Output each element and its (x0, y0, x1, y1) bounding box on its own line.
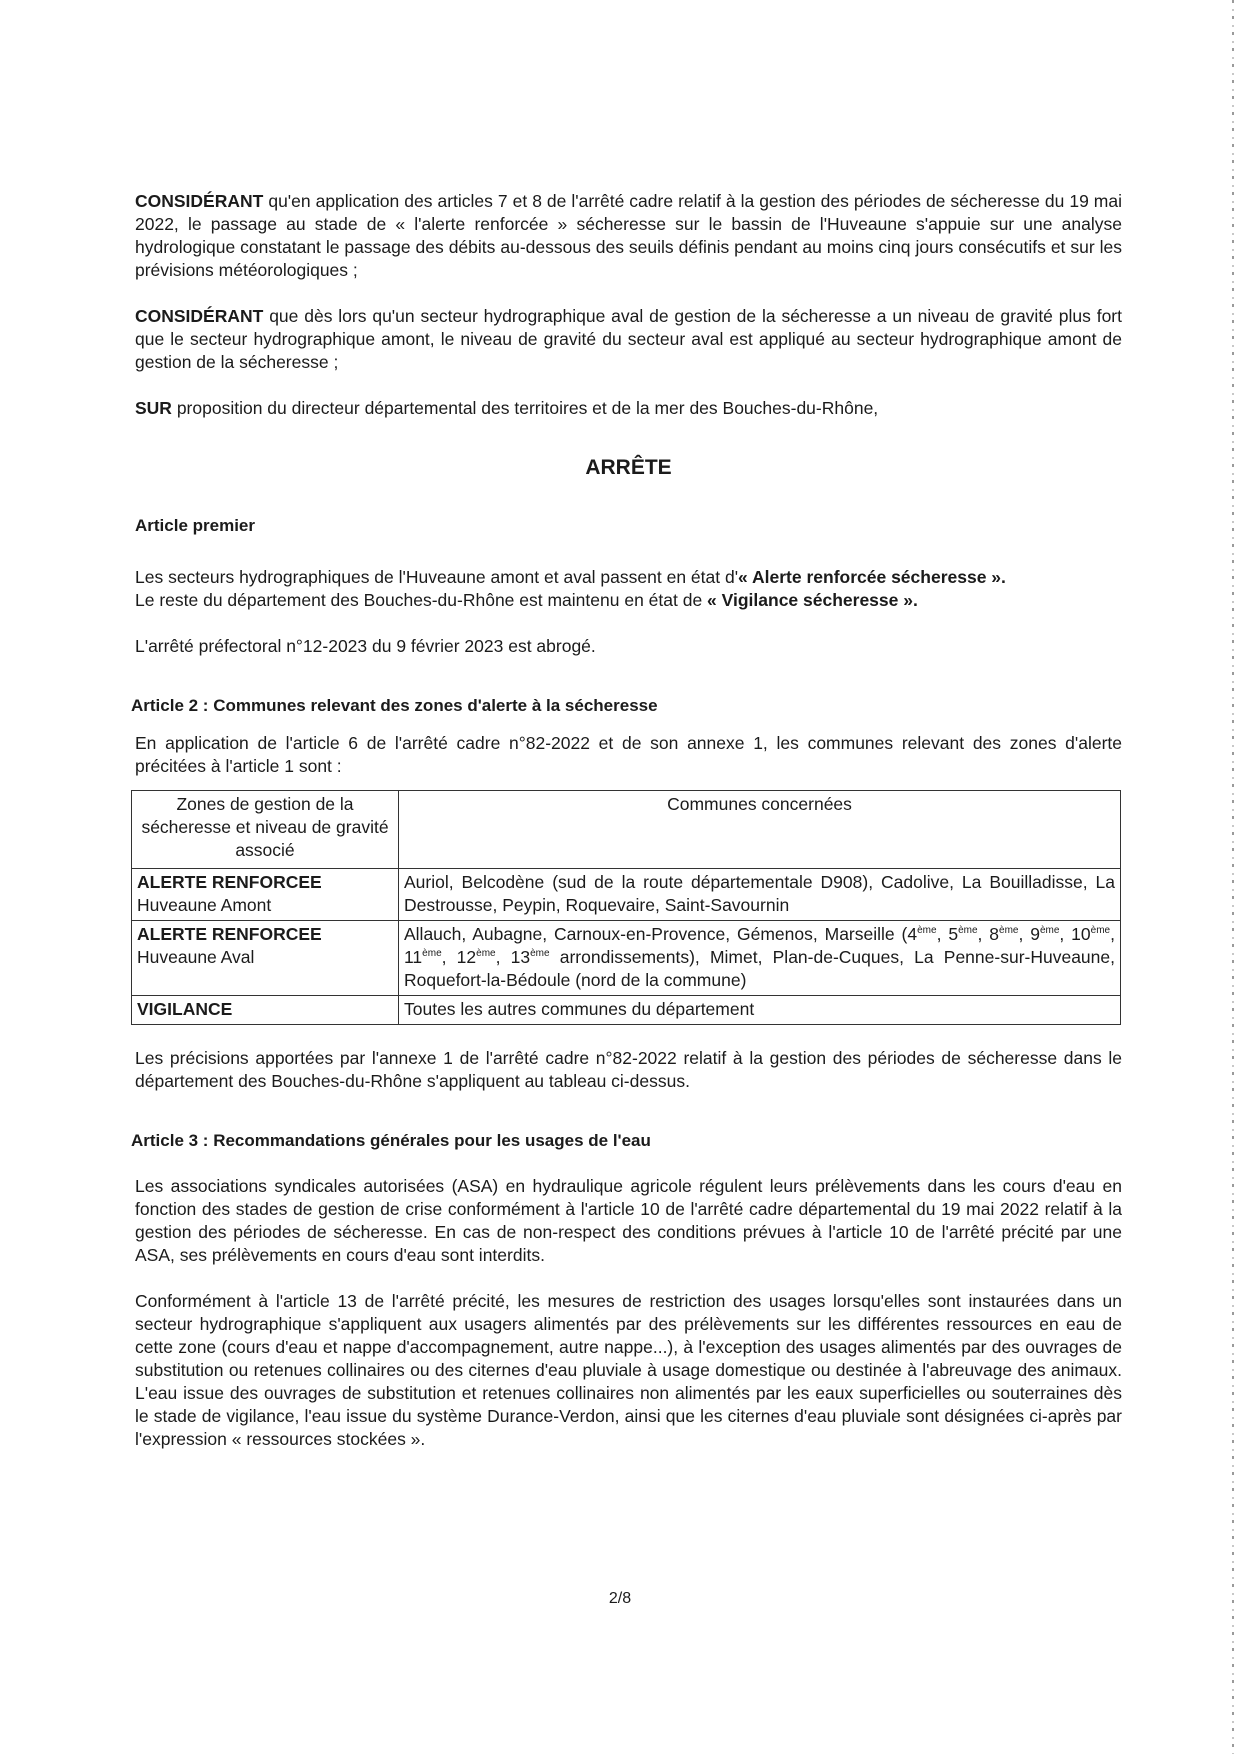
page-number: 2/8 (608, 1590, 632, 1607)
article-2-heading: Article 2 : Communes relevant des zones d'alerte à la sécheresse (131, 696, 658, 715)
ordinal-suffix: ème (958, 925, 978, 937)
ordinal-suffix: ème (422, 948, 442, 960)
considerant-paragraph-2 (135, 305, 1122, 374)
article-1-heading: Article premier (135, 516, 255, 535)
ordinal-suffix: ème (917, 925, 937, 937)
keyword: CONSIDÉRANT (135, 191, 264, 211)
communes-cell: Auriol, Belcodène (sud de la route départementale D908), Cadolive, La Bouilladisse, La Destrousse, Peypin, Roquevaire, Saint-Savournin (399, 869, 1121, 921)
zone-name: Huveaune Aval (137, 947, 255, 967)
ordinal-suffix: ème (530, 948, 550, 960)
article-1-abrogation: L'arrêté préfectoral n°12-2023 du 9 février 2023 est abrogé. (135, 636, 596, 656)
ordinal-suffix: ème (999, 925, 1019, 937)
zone-cell (132, 869, 399, 921)
table-row (132, 996, 1121, 1025)
article-3-paragraph-2: Conformément à l'article 13 de l'arrêté précité, les mesures de restriction des usages lorsqu'elles sont instaurées dans un secteur hydrographique s'appliquent aux usagers alimentés par des prélèvements sur les différentes ressources en eau de cette zone (cours d'eau et nappe d'accompagnement, autre nappe...), à l'exception des usages alimentés par des ouvrages de substitution ou retenues collinaires ou des citernes d'eau pluviale à usage domestique ou destinée à l'abreuvage des animaux. L'eau issue des ouvrages de substitution et retenues collinaires non alimentés par les eaux superficielles ou souterraines dès le stade de vigilance, l'eau issue du système Durance-Verdon, ainsi que les citernes d'eau pluviale sont désignées ci-après par l'expression « ressources stockées ». (135, 1291, 1122, 1449)
ordinal-suffix: ème (1090, 925, 1111, 937)
zone-cell (132, 921, 399, 996)
article-3-heading: Article 3 : Recommandations générales pour les usages de l'eau (131, 1131, 651, 1150)
text: , 12 (441, 947, 477, 967)
article-3-paragraph-1: Les associations syndicales autorisées (ASA) en hydraulique agricole régulent leurs prélèvements dans les cours d'eau en fonction des stades de gestion de crise conformément à l'article 10 de l'arrêté cadre départemental du 19 mai 2022 relatif à la gestion des périodes de sécheresse. En cas de non-respect des conditions prévues à l'article 10 de l'arrêté précité par une ASA, ses prélèvements en cours d'eau sont interdits. (135, 1176, 1122, 1265)
document-page (131, 190, 1122, 1451)
zone-level: VIGILANCE (137, 999, 233, 1019)
ordinal-suffix: ème (1039, 925, 1060, 937)
communes-cell: Toutes les autres communes du département (399, 996, 1121, 1025)
text: arrondissements), Mimet, Plan-de-Cuques, La Penne-sur-Huveaune, Roquefort-la-Bédoule (nord de la commune) (404, 947, 1115, 990)
text: , 10 (1059, 924, 1091, 944)
table-header-communes: Communes concernées (399, 791, 1121, 869)
table-header-zones: Zones de gestion de la sécheresse et niveau de gravité associé (132, 791, 399, 869)
keyword: CONSIDÉRANT (135, 306, 264, 326)
communes-cell (399, 921, 1121, 996)
article-1-line-1 (135, 566, 1122, 589)
text: Allauch, Aubagne, Carnoux-en-Provence, Gémenos, Marseille (4 (404, 924, 918, 944)
status-vigilance: « Vigilance sécheresse ». (707, 590, 918, 610)
article-1-line-2 (135, 589, 1122, 612)
status-alerte: « Alerte renforcée sécheresse ». (738, 567, 1006, 587)
table-header-row (132, 791, 1121, 869)
keyword: SUR (135, 398, 172, 418)
text: , 5 (936, 924, 959, 944)
zone-level: ALERTE RENFORCEE (137, 924, 322, 944)
text: , 13 (495, 947, 531, 967)
text: Les secteurs hydrographiques de l'Huveaune amont et aval passent en état d' (135, 567, 739, 587)
table-row (132, 921, 1121, 996)
text: , 11 (404, 924, 1115, 967)
text: , 9 (1018, 924, 1040, 944)
article-2-after: Les précisions apportées par l'annexe 1 de l'arrêté cadre n°82-2022 relatif à la gestion des périodes de sécheresse dans le département des Bouches-du-Rhône s'appliquent au tableau ci-dessus. (135, 1048, 1122, 1091)
table-row (132, 869, 1121, 921)
text: , 8 (977, 924, 1000, 944)
scan-edge-artifact (1232, 0, 1234, 1754)
zone-level: ALERTE RENFORCEE (137, 872, 322, 892)
ordinal-suffix: ème (476, 948, 496, 960)
considerant-paragraph-1 (135, 190, 1122, 282)
sur-paragraph (135, 397, 1122, 420)
zone-cell (132, 996, 399, 1025)
text: Le reste du département des Bouches-du-Rhône est maintenu en état de (135, 590, 708, 610)
article-2-intro: En application de l'article 6 de l'arrêté cadre n°82-2022 et de son annexe 1, les communes relevant des zones d'alerte précitées à l'article 1 sont : (135, 733, 1122, 776)
zones-table (131, 790, 1121, 1025)
paragraph-text: proposition du directeur départemental des territoires et de la mer des Bouches-du-Rhône, (171, 398, 879, 418)
decree-title: ARRÊTE (585, 456, 672, 479)
paragraph-text: qu'en application des articles 7 et 8 de l'arrêté cadre relatif à la gestion des périodes de sécheresse du 19 mai 2022, le passage au stade de « l'alerte renforcée » sécheresse sur le bassin de l'Huveaune s'appuie sur une analyse hydrologique constatant le passage des débits au-dessous des seuils définis pendant au moins cinq jours consécutifs et sur les prévisions météorologiques ; (135, 191, 1122, 280)
zone-name: Huveaune Amont (137, 895, 272, 915)
paragraph-text: que dès lors qu'un secteur hydrographique aval de gestion de la sécheresse a un niveau de gravité plus fort que le secteur hydrographique amont, le niveau de gravité du secteur aval est appliqué au secteur hydrographique amont de gestion de la sécheresse ; (135, 306, 1122, 372)
